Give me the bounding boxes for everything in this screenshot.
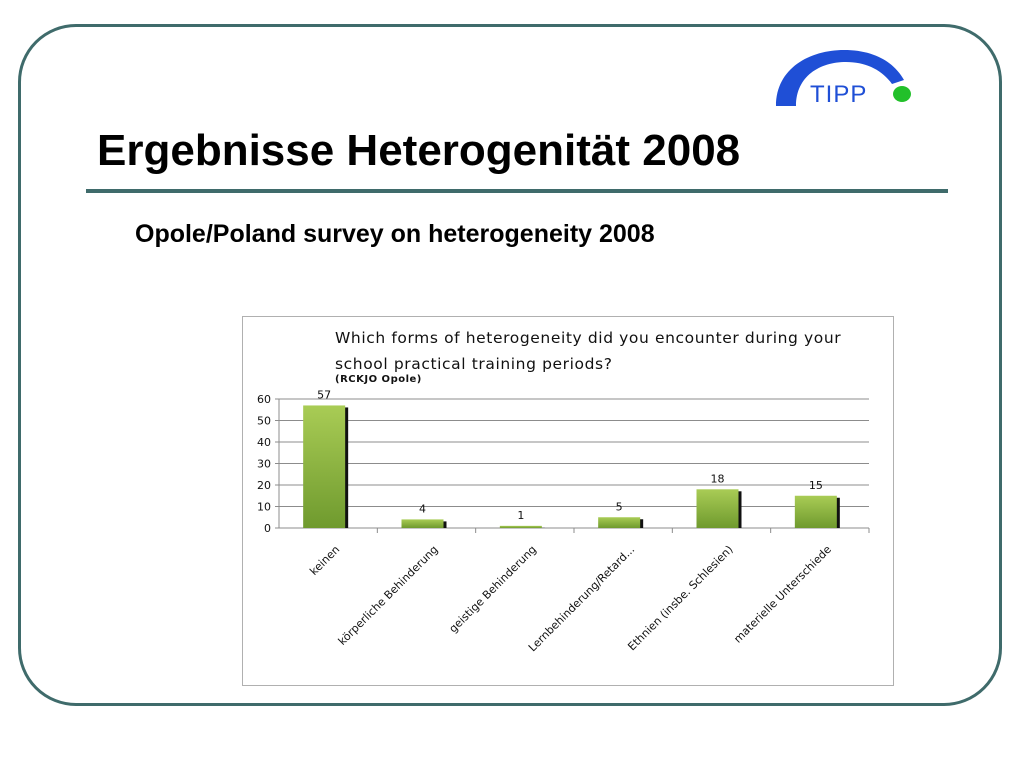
chart-title: Which forms of heterogeneity did you encounter during your school practical training periods? bbox=[335, 329, 842, 373]
category-label: geistige Behinderung bbox=[446, 542, 539, 636]
y-tick-label: 40 bbox=[257, 436, 271, 449]
bar bbox=[697, 489, 739, 528]
bar bbox=[500, 526, 542, 528]
bar bbox=[402, 519, 444, 528]
page-subtitle: Opole/Poland survey on heterogeneity 2008 bbox=[135, 220, 655, 248]
category-label: Ethnien (insbe. Schlesien) bbox=[625, 542, 736, 654]
y-tick-label: 30 bbox=[257, 457, 271, 471]
data-label: 5 bbox=[615, 500, 623, 514]
data-label: 57 bbox=[317, 388, 332, 402]
category-label: Lernbehinderung/Retard... bbox=[525, 542, 638, 655]
data-label: 1 bbox=[517, 508, 525, 522]
tipp-logo bbox=[770, 44, 915, 110]
chart-note: (RCKJO Opole) bbox=[335, 374, 422, 385]
category-label: keinen bbox=[307, 542, 343, 578]
data-label: 18 bbox=[710, 472, 725, 486]
y-tick-label: 50 bbox=[257, 414, 271, 428]
title-divider bbox=[86, 189, 948, 193]
chart-panel bbox=[242, 316, 894, 686]
bar bbox=[598, 517, 640, 528]
logo-dot bbox=[893, 86, 911, 102]
data-label: 4 bbox=[419, 502, 426, 516]
page-title: Ergebnisse Heterogenität 2008 bbox=[97, 126, 741, 175]
y-tick-label: 0 bbox=[264, 522, 271, 535]
y-tick-label: 60 bbox=[257, 393, 271, 406]
bar bbox=[303, 405, 345, 528]
category-label: körperliche Behinderung bbox=[335, 542, 441, 648]
y-tick-label: 20 bbox=[257, 479, 271, 492]
data-label: 15 bbox=[808, 478, 823, 492]
y-tick-label: 10 bbox=[257, 500, 271, 514]
bar bbox=[795, 496, 837, 528]
category-label: materielle Unterschiede bbox=[731, 542, 834, 646]
logo-text: TIPP bbox=[810, 81, 868, 108]
